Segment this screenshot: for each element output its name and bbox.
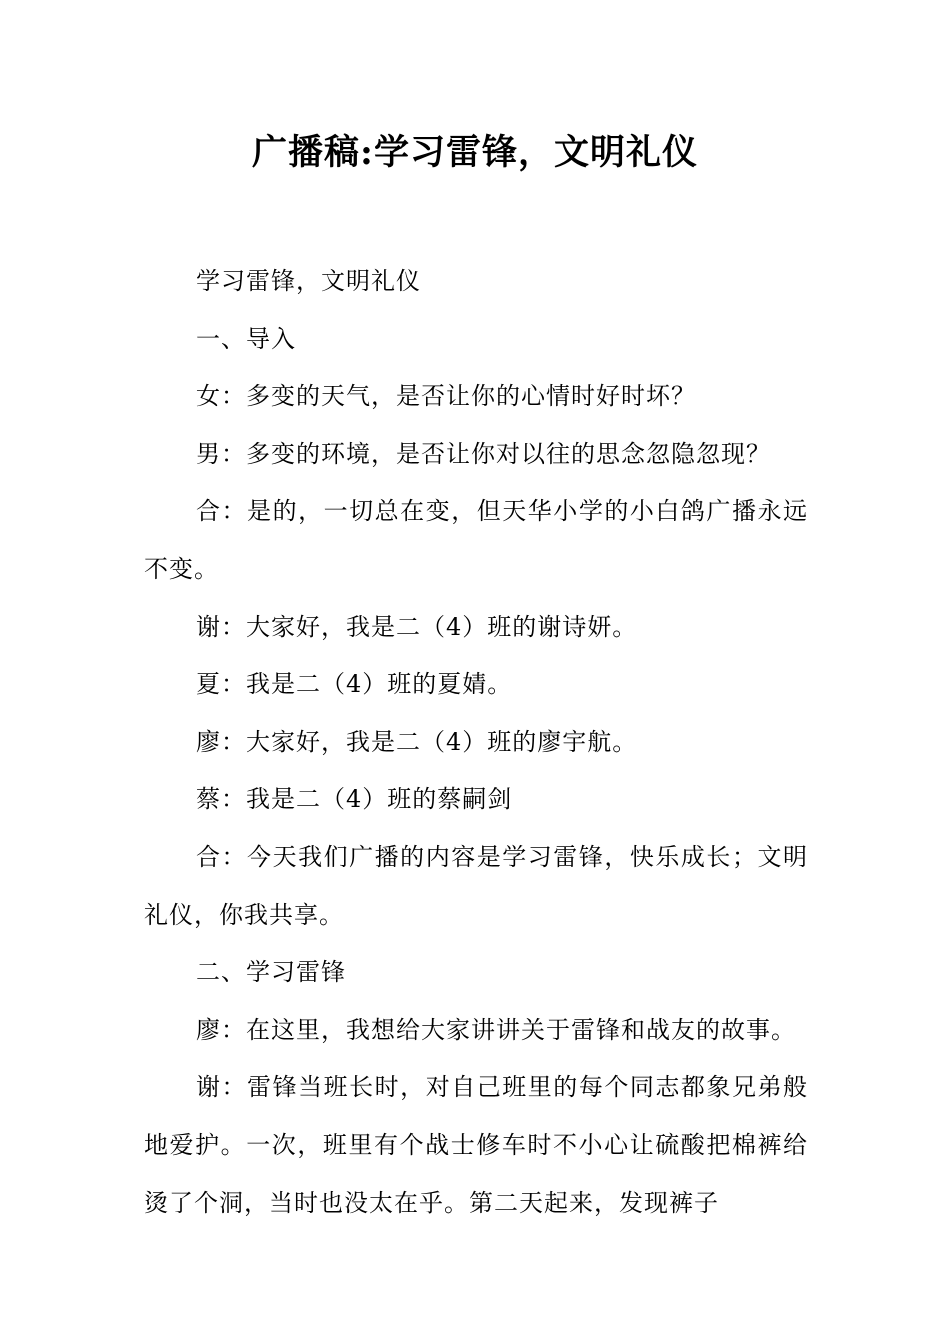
paragraph: 夏：我是二（4）班的夏婧。 [196, 670, 513, 699]
paragraph: 廖：大家好，我是二（4）班的廖宇航。 [196, 727, 638, 756]
paragraph: 蔡：我是二（4）班的蔡嗣剑 [196, 785, 513, 814]
paragraph: 男：多变的环境，是否让你对以往的思念忽隐忽现？ [196, 439, 771, 468]
paragraph: 谢：大家好，我是二（4）班的谢诗妍。 [196, 612, 638, 641]
paragraph: 合：今天我们广播的内容是学习雷锋，快乐成长；文明礼仪，你我共享。 [144, 842, 808, 929]
paragraph: 二、学习雷锋 [196, 958, 346, 987]
paragraph: 谢：雷锋当班长时，对自己班里的每个同志都象兄弟般地爱护。一次，班里有个战士修车时不小心让硫酸把棉裤给烫了个洞，当时也没太在乎。第二天起来，发现裤子 [144, 1073, 808, 1217]
paragraph: 女：多变的天气，是否让你的心情时好时坏？ [196, 382, 696, 411]
document-title: 广播稿:学习雷锋，文明礼仪 [252, 132, 698, 173]
paragraph: 合：是的，一切总在变，但天华小学的小白鸽广播永远不变。 [144, 497, 808, 583]
document-body [144, 253, 808, 1232]
paragraph: 学习雷锋，文明礼仪 [196, 267, 421, 295]
paragraph: 一、导入 [196, 324, 296, 353]
paragraph: 廖：在这里，我想给大家讲讲关于雷锋和战友的故事。 [196, 1015, 796, 1044]
